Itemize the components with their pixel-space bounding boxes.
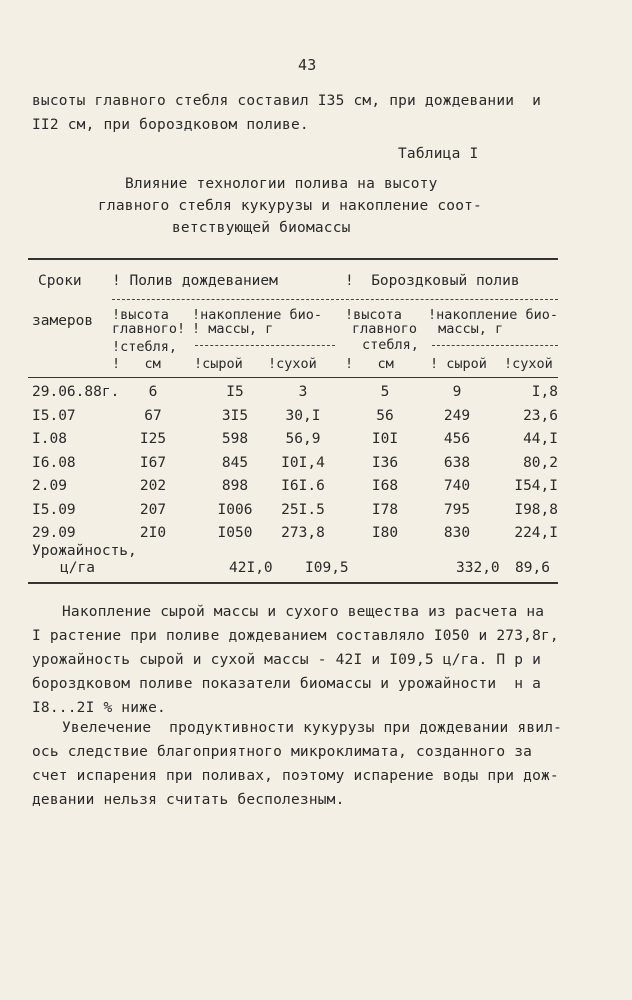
table-cell-d2: I,8 — [531, 384, 558, 400]
table-title-line-3: ветствующей биомассы — [172, 220, 351, 236]
table-cell-d1: 273,8 — [281, 525, 325, 541]
header-group-furrow: ! Бороздковый полив — [345, 273, 520, 289]
para1-line-2: I растение при поливе дождеванием составляло I050 и 273,8г, — [32, 628, 559, 644]
header-height-l4: ! см — [112, 356, 161, 372]
table-cell-h2: 5 — [380, 384, 390, 400]
table-cell-h1: 2I0 — [139, 525, 167, 541]
header-furrow-dry: !сухой — [504, 356, 553, 372]
table-cell-h2: I80 — [371, 525, 399, 541]
intro-line-1: высоты главного стебля составил I35 см, при дождевании и — [32, 93, 541, 109]
table-cell-h2: I0I — [371, 431, 399, 447]
table-cell-h2: I68 — [371, 478, 399, 494]
table-cell-s1: I5 — [226, 384, 244, 400]
para2-line-4: девании нельзя считать бесполезным. — [32, 792, 345, 808]
table-cell-s2: 9 — [452, 384, 462, 400]
header-dashed-rule-2 — [195, 345, 335, 346]
table-cell-s2: 740 — [443, 478, 471, 494]
para1-line-1: Накопление сырой массы и сухого вещества из расчета на — [62, 604, 545, 620]
table-cell-s1: 898 — [221, 478, 249, 494]
table-cell-d2: 23,6 — [523, 407, 558, 424]
page-number: 43 — [298, 56, 317, 74]
table-cell-h1: 67 — [144, 407, 162, 424]
table-cell-h1: I25 — [139, 431, 167, 447]
table-cell-s1: I050 — [217, 525, 253, 541]
table-cell-h2: 56 — [376, 407, 394, 424]
table-cell-s1: 845 — [221, 454, 249, 471]
table-cell-date: I5.07 — [32, 407, 76, 424]
table-cell-d1: I6I.6 — [281, 478, 325, 494]
table-cell-d1: 56,9 — [285, 431, 321, 447]
table-cell-d2: 80,2 — [523, 454, 558, 471]
table-cell-date: 29.06.88г. — [32, 384, 120, 400]
para2-line-1: Увелечение продуктивности кукурузы при дождевании явил- — [62, 720, 563, 736]
table-cell-s2: 795 — [443, 501, 471, 518]
table-cell-h2: I78 — [371, 501, 399, 518]
table-label: Таблица I — [398, 146, 479, 162]
yield-dry-sprinkler: I09,5 — [305, 560, 349, 576]
header-dashed-rule-1 — [112, 299, 558, 300]
table-cell-date: 29.09 — [32, 525, 76, 541]
header-biomass-l1: !накопление био- — [192, 307, 323, 323]
yield-label-l2: ц/га — [60, 560, 95, 576]
yield-dry-furrow: 89,6 — [515, 560, 550, 576]
header-furrow-raw: ! сырой — [430, 356, 487, 372]
header-height-l1: !высота — [112, 307, 169, 323]
para2-line-3: счет испарения при поливах, поэтому испарение воды при дож- — [32, 768, 559, 784]
header-furrow-height-l1: !высота — [345, 307, 402, 323]
table-cell-date: I.08 — [32, 431, 67, 447]
header-furrow-biomass-l2: массы, г — [430, 321, 504, 337]
header-furrow-biomass-l1: !накопление био- — [428, 307, 559, 323]
table-bottom-rule — [28, 582, 558, 584]
para1-line-5: I8...2I % ниже. — [32, 700, 166, 716]
table-cell-d1: 30,I — [285, 407, 321, 424]
table-cell-s2: 249 — [443, 407, 471, 424]
table-cell-s2: 830 — [443, 525, 471, 541]
intro-line-2: II2 см, при бороздковом поливе. — [32, 117, 309, 133]
table-cell-s2: 456 — [443, 431, 471, 447]
table-cell-d2: 44,I — [523, 431, 558, 447]
header-furrow-height-l4: ! см — [345, 356, 394, 372]
header-zamerov: замеров — [32, 313, 94, 329]
yield-raw-sprinkler: 42I,0 — [229, 560, 273, 576]
table-cell-d1: 3 — [298, 384, 308, 400]
table-cell-d2: 224,I — [514, 525, 558, 541]
table-cell-date: I6.08 — [32, 454, 76, 471]
header-biomass-l2: ! массы, г — [192, 321, 274, 337]
table-cell-date: I5.09 — [32, 501, 76, 518]
table-cell-s2: 638 — [443, 454, 471, 471]
header-dashed-rule-3 — [432, 345, 558, 346]
para1-line-4: бороздковом поливе показатели биомассы и урожайности н а — [32, 676, 541, 692]
table-cell-d2: I54,I — [514, 478, 558, 494]
yield-label-l1: Урожайность, — [32, 543, 137, 559]
table-cell-d2: I98,8 — [514, 501, 558, 518]
table-cell-h1: 202 — [139, 478, 167, 494]
yield-raw-furrow: 332,0 — [456, 560, 500, 576]
table-cell-date: 2.09 — [32, 478, 67, 494]
table-title-line-1: Влияние технологии полива на высоту — [125, 176, 438, 192]
table-cell-h2: I36 — [371, 454, 399, 471]
header-furrow-height-l3: стебля, — [362, 337, 419, 353]
header-group-sprinkler: ! Полив дождеванием — [112, 273, 278, 289]
header-raw: !сырой — [194, 356, 243, 372]
table-cell-d1: I0I,4 — [281, 454, 325, 471]
table-cell-h1: I67 — [139, 454, 167, 471]
table-cell-s1: 3I5 — [221, 407, 249, 424]
table-cell-d1: 25I.5 — [281, 501, 325, 518]
header-dry: !сухой — [268, 356, 317, 372]
header-bottom-rule — [28, 377, 558, 378]
table-top-rule — [28, 258, 558, 260]
header-height-l2: главного! — [112, 321, 186, 337]
table-cell-s1: 598 — [221, 431, 249, 447]
para1-line-3: урожайность сырой и сухой массы - 42I и I09,5 ц/га. П р и — [32, 652, 541, 668]
table-cell-h1: 6 — [148, 384, 158, 400]
table-cell-s1: I006 — [217, 501, 253, 518]
header-sroki: Сроки — [38, 273, 82, 289]
header-height-l3: !стебля, — [112, 339, 178, 355]
para2-line-2: ось следствие благоприятного микроклимата, созданного за — [32, 744, 533, 760]
table-cell-h1: 207 — [139, 501, 167, 518]
table-title-line-2: главного стебля кукурузы и накопление соот- — [98, 198, 482, 214]
header-furrow-height-l2: главного — [352, 321, 418, 337]
